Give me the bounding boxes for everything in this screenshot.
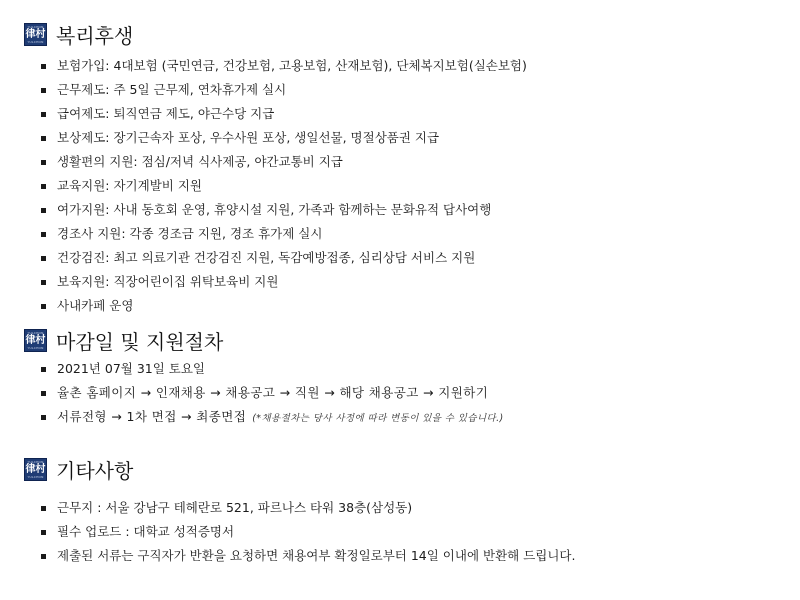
list-item: 율촌 홈페이지 → 인재채용 → 채용공고 → 직원 → 해당 채용공고 → 지원하기 — [40, 381, 504, 405]
list-item: 사내카페 운영 — [40, 294, 527, 318]
section-header-other — [24, 455, 133, 484]
section-header-benefits — [24, 20, 133, 49]
section-title-deadline: 마감일 및 지원절차 — [56, 330, 224, 354]
list-item: 생활편의 지원: 점심/저녁 식사제공, 야간교통비 지급 — [40, 150, 527, 174]
list-item: 2021년 07월 31일 토요일 — [40, 357, 504, 381]
section-header-deadline — [24, 326, 223, 355]
list-item: 근무제도: 주 5일 근무제, 연차휴가제 실시 — [40, 78, 527, 102]
section-title-benefits: 복리후생 — [56, 24, 134, 48]
process-steps: 서류전형 → 1차 면접 → 최종면접 — [57, 409, 247, 424]
list-item: 제출된 서류는 구직자가 반환을 요청하면 채용여부 확정일로부터 14일 이내에 반환해 드립니다. — [40, 544, 575, 568]
list-item: 여가지원: 사내 동호회 운영, 휴양시설 지원, 가족과 함께하는 문화유적 답사여행 — [40, 198, 527, 222]
list-item: 교육지원: 자기계발비 지원 — [40, 174, 527, 198]
deadline-list — [40, 357, 504, 429]
section-title-other: 기타사항 — [56, 459, 134, 483]
yulchon-logo-icon: YULCHON 律村 YULCHON — [24, 458, 47, 481]
list-item: 경조사 지원: 각종 경조금 지원, 경조 휴가제 실시 — [40, 222, 527, 246]
list-item: 보육지원: 직장어린이집 위탁보육비 지원 — [40, 270, 527, 294]
yulchon-logo-icon: YULCHON 律村 YULCHON — [24, 23, 47, 46]
list-item — [40, 405, 504, 429]
yulchon-logo-icon: YULCHON 律村 YULCHON — [24, 329, 47, 352]
list-item: 보험가입: 4대보험 (국민연금, 건강보험, 고용보험, 산재보험), 단체복지보험(실손보험) — [40, 54, 527, 78]
list-item: 보상제도: 장기근속자 포상, 우수사원 포상, 생일선물, 명절상품권 지급 — [40, 126, 527, 150]
benefits-list — [40, 54, 527, 318]
other-list — [40, 496, 575, 568]
process-note: (*채용절차는 당사 사정에 따라 변동이 있을 수 있습니다.) — [252, 413, 504, 424]
list-item: 필수 업로드 : 대학교 성적증명서 — [40, 520, 575, 544]
list-item: 급여제도: 퇴직연금 제도, 야근수당 지급 — [40, 102, 527, 126]
list-item: 근무지 : 서울 강남구 테헤란로 521, 파르나스 타워 38층(삼성동) — [40, 496, 575, 520]
list-item: 건강검진: 최고 의료기관 건강검진 지원, 독감예방접종, 심리상담 서비스 지원 — [40, 246, 527, 270]
